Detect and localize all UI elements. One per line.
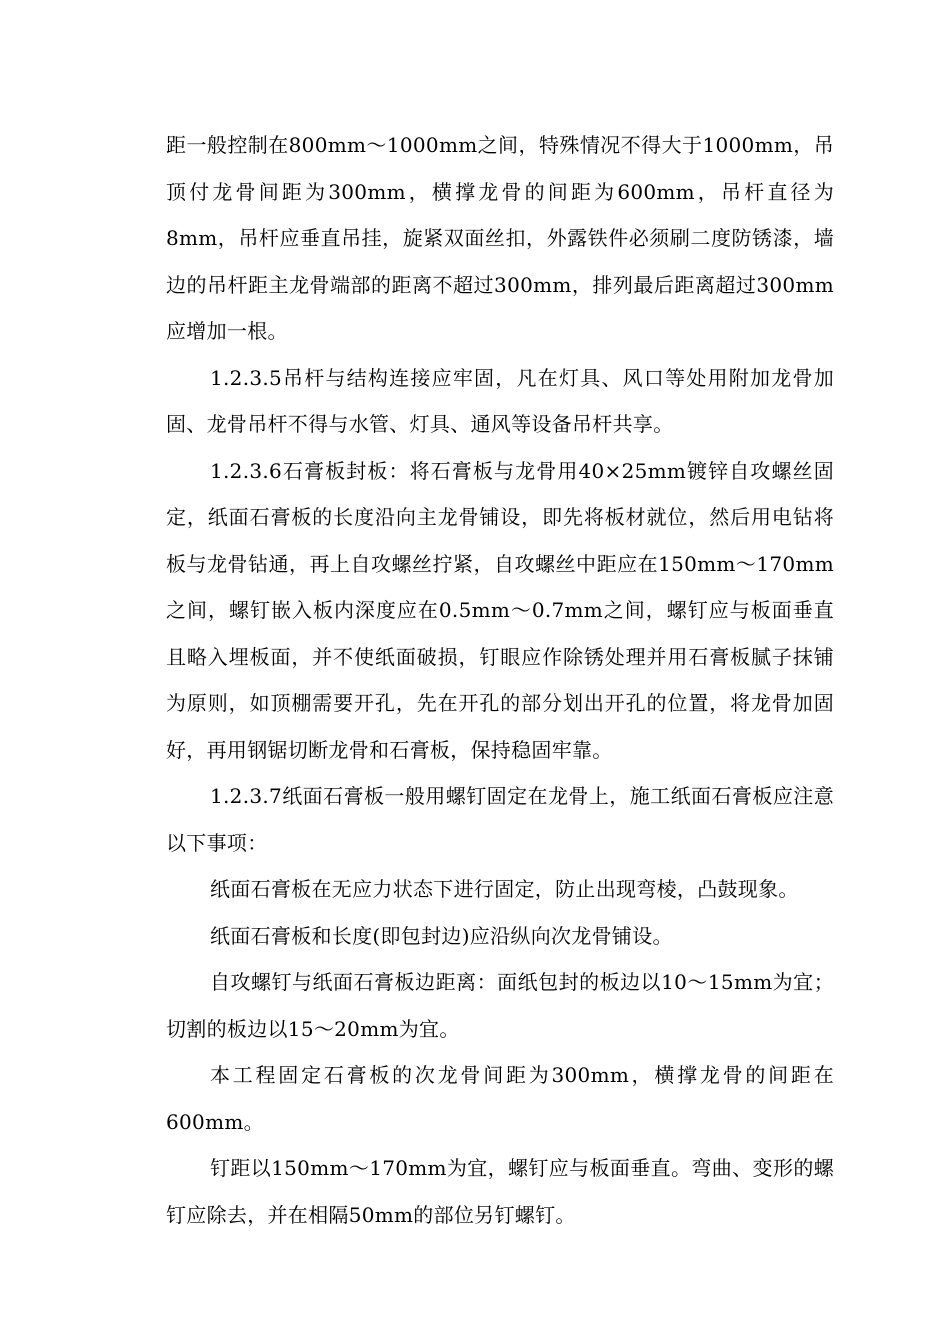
paragraph-continuation: 距一般控制在800mm～1000mm之间，特殊情况不得大于1000mm，吊顶付龙骨间距为300mm，横撑龙骨的间距为600mm，吊杆直径为8mm，吊杆应垂直吊挂，旋紧双面丝扣，外露铁件必须刷二度防锈漆，墙边的吊杆距主龙骨端部的距离不超过300mm，排列最后距离超过300mm应增加一根。 [166,133,834,343]
paragraph-item-keel-spacing: 本工程固定石膏板的次龙骨间距为300mm，横撑龙骨的间距在600mm。 [166,1063,834,1134]
paragraph-1-2-3-6: 1.2.3.6石膏板封板：将石膏板与龙骨用40×25mm镀锌自攻螺丝固定，纸面石膏板的长度沿向主龙骨铺设，即先将板材就位，然后用电钻将板与龙骨钻通，再上自攻螺丝拧紧，自攻螺丝中距应在150mm～170mm之间，螺钉嵌入板内深度应在0.5mm～0.7mm之间，螺钉应与板面垂直且略入埋板面，并不使纸面破损，钉眼应作除锈处理并用石膏板腻子抹铺为原则，如顶棚需要开孔，先在开孔的部分划出开孔的位置，将龙骨加固好，再用钢锯切断龙骨和石膏板，保持稳固牢靠。 [166,458,834,762]
paragraph-item-screw-spacing: 钉距以150mm～170mm为宜，螺钉应与板面垂直。弯曲、变形的螺钉应除去，并在相隔50mm的部位另钉螺钉。 [166,1156,834,1227]
paragraph-1-2-3-5: 1.2.3.5吊杆与结构连接应牢固，凡在灯具、风口等处用附加龙骨加固、龙骨吊杆不得与水管、灯具、通风等设备吊杆共享。 [166,365,834,436]
paragraph-item-length-direction: 纸面石膏板和长度(即包封边)应沿纵向次龙骨铺设。 [210,923,673,948]
paragraph-1-2-3-7: 1.2.3.7纸面石膏板一般用螺钉固定在龙骨上，施工纸面石膏板应注意以下事项： [166,784,834,855]
paragraph-item-edge-distance: 自攻螺钉与纸面石膏板边距离：面纸包封的板边以10～15mm为宜；切割的板边以15～20mm为宜。 [166,970,834,1041]
document-body [166,122,834,1238]
paragraph-item-stress-free: 纸面石膏板在无应力状态下进行固定，防止出现弯棱，凸鼓现象。 [210,877,799,901]
